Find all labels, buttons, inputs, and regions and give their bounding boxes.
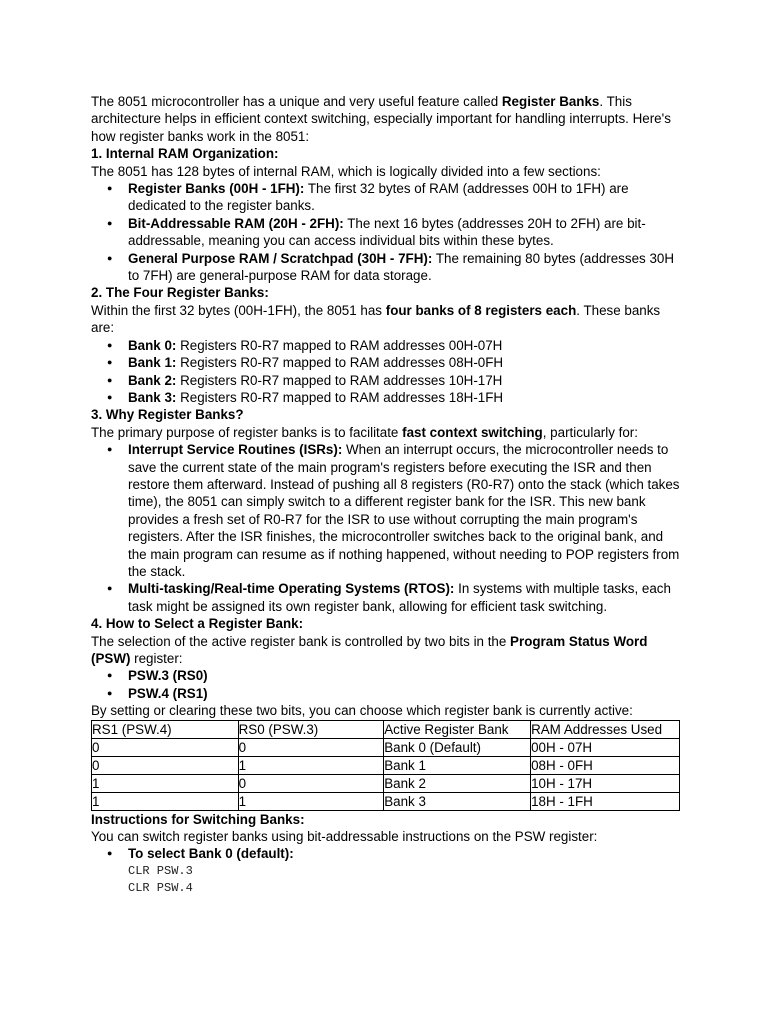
table-header-cell: RS0 (PSW.3) <box>238 720 384 738</box>
section-1-list <box>91 180 681 284</box>
list-item: ● Bit-Addressable RAM (20H - 2FH): The next 16 bytes (addresses 20H to 2FH) are bit-addressable, meaning you can access individual bits within these bytes. <box>128 215 681 250</box>
list-item: ● Interrupt Service Routines (ISRs): When an interrupt occurs, the microcontroller needs to save the current state of the main program's registers before executing the ISR and then restore them afterward. Instead of pushing all 8 registers (R0-R7) onto the stack (which takes time), the 8051 can simply switch to a different register bank for the ISR. This new bank provides a fresh set of R0-R7 for the ISR to use without corrupting the main program's registers. After the ISR finishes, the microcontroller switches back to the original bank, and the main program can resume as if nothing happened, without needing to POP registers from the stack. <box>128 441 681 580</box>
register-bank-table <box>91 720 680 811</box>
section-3-text: The primary purpose of register banks is to facilitate fast context switching, particularly for: <box>91 424 638 440</box>
table-cell: Bank 0 (Default) <box>384 738 531 756</box>
table-cell: 0 <box>92 738 239 756</box>
table-header-cell: RAM Addresses Used <box>531 720 680 738</box>
list-item: ● General Purpose RAM / Scratchpad (30H - 7FH): The remaining 80 bytes (addresses 30H to 7FH) are general-purpose RAM for data storage. <box>128 250 681 285</box>
table-cell: 10H - 17H <box>531 774 680 792</box>
section-1-text: The 8051 has 128 bytes of internal RAM, which is logically divided into a few sections: <box>91 163 601 179</box>
table-row <box>92 756 680 774</box>
code-line: CLR PSW.4 <box>128 881 193 896</box>
table-cell: 00H - 07H <box>531 738 680 756</box>
switching-heading: Instructions for Switching Banks: <box>91 811 305 827</box>
list-item: ● Multi-tasking/Real-time Operating Systems (RTOS): In systems with multiple tasks, each task might be assigned its own register bank, allowing for efficient task switching. <box>128 580 681 615</box>
table-row <box>92 774 680 792</box>
section-4-list <box>91 667 681 702</box>
section-4-after-text: By setting or clearing these two bits, you can choose which register bank is currently active: <box>91 703 633 719</box>
table-cell: 1 <box>238 756 384 774</box>
section-1-heading: 1. Internal RAM Organization: <box>91 146 279 162</box>
switching-list <box>91 845 681 862</box>
list-item: ● Bank 0: Registers R0-R7 mapped to RAM addresses 00H-07H <box>128 337 681 354</box>
table-row <box>92 792 680 810</box>
table-cell: Bank 3 <box>384 792 531 810</box>
table-row <box>92 738 680 756</box>
table-cell: Bank 2 <box>384 774 531 792</box>
table-cell: 0 <box>238 738 384 756</box>
table-cell: 1 <box>238 792 384 810</box>
section-3-heading: 3. Why Register Banks? <box>91 407 244 423</box>
table-cell: 1 <box>92 774 239 792</box>
code-block <box>91 863 681 898</box>
list-item: ● Bank 2: Registers R0-R7 mapped to RAM addresses 10H-17H <box>128 372 681 389</box>
section-2-heading: 2. The Four Register Banks: <box>91 285 269 301</box>
list-item: ● PSW.3 (RS0) <box>128 667 681 684</box>
code-line: CLR PSW.3 <box>128 863 193 878</box>
switching-text: You can switch register banks using bit-addressable instructions on the PSW register: <box>91 829 598 845</box>
section-4-text: The selection of the active register bank is controlled by two bits in the Program Status Word (PSW) register: <box>91 633 648 666</box>
section-2-list <box>91 337 681 407</box>
list-item: ● PSW.4 (RS1) <box>128 685 681 702</box>
table-header-row <box>92 720 680 738</box>
table-cell: Bank 1 <box>384 756 531 774</box>
table-cell: 0 <box>92 756 239 774</box>
list-item: ● Bank 3: Registers R0-R7 mapped to RAM addresses 18H-1FH <box>128 389 681 406</box>
table-cell: 18H - 1FH <box>531 792 680 810</box>
table-header-cell: Active Register Bank <box>384 720 531 738</box>
document-page <box>91 93 681 898</box>
section-4-heading: 4. How to Select a Register Bank: <box>91 616 304 632</box>
table-cell: 1 <box>92 792 239 810</box>
table-cell: 08H - 0FH <box>531 756 680 774</box>
table-header-cell: RS1 (PSW.4) <box>92 720 239 738</box>
section-3-list <box>91 441 681 615</box>
list-item: ● To select Bank 0 (default): <box>128 845 681 862</box>
intro-paragraph: The 8051 microcontroller has a unique and very useful feature called Register Banks. This architecture helps in efficient context switching, especially important for handling interrupts. Here's how register banks work in the 8051: <box>91 94 671 144</box>
list-item: ● Register Banks (00H - 1FH): The first 32 bytes of RAM (addresses 00H to 1FH) are dedicated to the register banks. <box>128 180 681 215</box>
list-item: ● Bank 1: Registers R0-R7 mapped to RAM addresses 08H-0FH <box>128 354 681 371</box>
table-cell: 0 <box>238 774 384 792</box>
section-2-text: Within the first 32 bytes (00H-1FH), the 8051 has four banks of 8 registers each. These banks are: <box>91 302 661 336</box>
